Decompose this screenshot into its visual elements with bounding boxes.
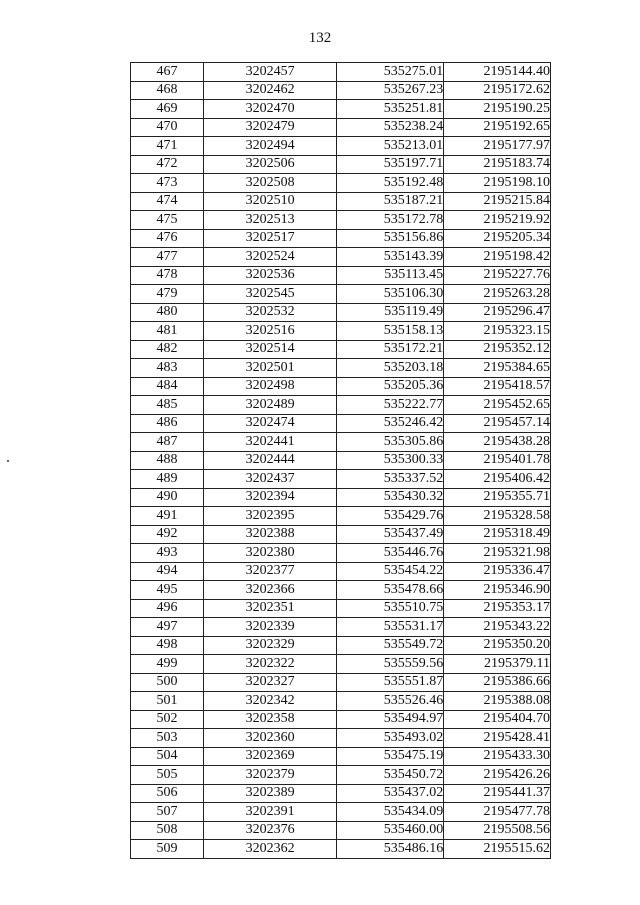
x-coordinate-cell: 535551.87: [337, 673, 444, 692]
point-number-cell: 501: [131, 692, 204, 711]
y-coordinate-cell: 2195198.42: [444, 248, 551, 267]
point-id-cell: 3202342: [203, 692, 336, 711]
x-coordinate-cell: 535251.81: [337, 100, 444, 119]
table-row: [131, 581, 551, 600]
y-coordinate-cell: 2195321.98: [444, 544, 551, 563]
point-number-cell: 468: [131, 81, 204, 100]
x-coordinate-cell: 535305.86: [337, 433, 444, 452]
x-coordinate-cell: 535158.13: [337, 322, 444, 341]
table-row: [131, 285, 551, 304]
point-number-cell: 482: [131, 340, 204, 359]
point-id-cell: 3202369: [203, 747, 336, 766]
y-coordinate-cell: 2195177.97: [444, 137, 551, 156]
point-number-cell: 479: [131, 285, 204, 304]
point-id-cell: 3202513: [203, 211, 336, 230]
point-id-cell: 3202532: [203, 303, 336, 322]
y-coordinate-cell: 2195508.56: [444, 821, 551, 840]
point-id-cell: 3202498: [203, 377, 336, 396]
y-coordinate-cell: 2195406.42: [444, 470, 551, 489]
point-id-cell: 3202362: [203, 840, 336, 859]
point-id-cell: 3202470: [203, 100, 336, 119]
point-number-cell: 504: [131, 747, 204, 766]
x-coordinate-cell: 535300.33: [337, 451, 444, 470]
x-coordinate-cell: 535213.01: [337, 137, 444, 156]
y-coordinate-cell: 2195227.76: [444, 266, 551, 285]
point-id-cell: 3202545: [203, 285, 336, 304]
point-id-cell: 3202489: [203, 396, 336, 415]
coordinates-table-body: [131, 63, 551, 859]
point-id-cell: 3202366: [203, 581, 336, 600]
y-coordinate-cell: 2195346.90: [444, 581, 551, 600]
x-coordinate-cell: 535267.23: [337, 81, 444, 100]
table-row: [131, 784, 551, 803]
table-row: [131, 266, 551, 285]
x-coordinate-cell: 535430.32: [337, 488, 444, 507]
point-number-cell: 486: [131, 414, 204, 433]
table-row: [131, 155, 551, 174]
point-number-cell: 495: [131, 581, 204, 600]
y-coordinate-cell: 2195263.28: [444, 285, 551, 304]
table-row: [131, 63, 551, 82]
point-id-cell: 3202441: [203, 433, 336, 452]
table-row: [131, 377, 551, 396]
x-coordinate-cell: 535238.24: [337, 118, 444, 137]
table-row: [131, 747, 551, 766]
point-id-cell: 3202508: [203, 174, 336, 193]
y-coordinate-cell: 2195457.14: [444, 414, 551, 433]
x-coordinate-cell: 535531.17: [337, 618, 444, 637]
table-row: [131, 137, 551, 156]
x-coordinate-cell: 535446.76: [337, 544, 444, 563]
coordinates-table: [130, 62, 551, 859]
table-row: [131, 692, 551, 711]
table-row: [131, 840, 551, 859]
x-coordinate-cell: 535429.76: [337, 507, 444, 526]
x-coordinate-cell: 535172.21: [337, 340, 444, 359]
x-coordinate-cell: 535454.22: [337, 562, 444, 581]
table-row: [131, 81, 551, 100]
point-id-cell: 3202322: [203, 655, 336, 674]
point-number-cell: 473: [131, 174, 204, 193]
y-coordinate-cell: 2195353.17: [444, 599, 551, 618]
point-id-cell: 3202395: [203, 507, 336, 526]
table-row: [131, 766, 551, 785]
y-coordinate-cell: 2195386.66: [444, 673, 551, 692]
point-number-cell: 491: [131, 507, 204, 526]
table-row: [131, 673, 551, 692]
table-row: [131, 710, 551, 729]
point-id-cell: 3202376: [203, 821, 336, 840]
x-coordinate-cell: 535437.49: [337, 525, 444, 544]
table-row: [131, 451, 551, 470]
y-coordinate-cell: 2195215.84: [444, 192, 551, 211]
table-row: [131, 618, 551, 637]
table-row: [131, 100, 551, 119]
point-number-cell: 484: [131, 377, 204, 396]
table-row: [131, 396, 551, 415]
y-coordinate-cell: 2195477.78: [444, 803, 551, 822]
table-row: [131, 562, 551, 581]
point-number-cell: 507: [131, 803, 204, 822]
page-number: 132: [308, 30, 332, 46]
table-row: [131, 229, 551, 248]
x-coordinate-cell: 535337.52: [337, 470, 444, 489]
x-coordinate-cell: 535494.97: [337, 710, 444, 729]
y-coordinate-cell: 2195388.08: [444, 692, 551, 711]
table-row: [131, 211, 551, 230]
y-coordinate-cell: 2195172.62: [444, 81, 551, 100]
point-id-cell: 3202474: [203, 414, 336, 433]
point-id-cell: 3202514: [203, 340, 336, 359]
table-row: [131, 322, 551, 341]
x-coordinate-cell: 535526.46: [337, 692, 444, 711]
y-coordinate-cell: 2195183.74: [444, 155, 551, 174]
point-id-cell: 3202516: [203, 322, 336, 341]
x-coordinate-cell: 535113.45: [337, 266, 444, 285]
point-id-cell: 3202329: [203, 636, 336, 655]
y-coordinate-cell: 2195404.70: [444, 710, 551, 729]
table-row: [131, 507, 551, 526]
y-coordinate-cell: 2195418.57: [444, 377, 551, 396]
table-row: [131, 248, 551, 267]
point-number-cell: 506: [131, 784, 204, 803]
table-row: [131, 803, 551, 822]
point-id-cell: 3202517: [203, 229, 336, 248]
scan-speck: [7, 460, 9, 462]
point-id-cell: 3202360: [203, 729, 336, 748]
x-coordinate-cell: 535106.30: [337, 285, 444, 304]
point-number-cell: 469: [131, 100, 204, 119]
y-coordinate-cell: 2195190.25: [444, 100, 551, 119]
y-coordinate-cell: 2195343.22: [444, 618, 551, 637]
x-coordinate-cell: 535222.77: [337, 396, 444, 415]
point-id-cell: 3202394: [203, 488, 336, 507]
x-coordinate-cell: 535549.72: [337, 636, 444, 655]
point-number-cell: 471: [131, 137, 204, 156]
point-number-cell: 503: [131, 729, 204, 748]
x-coordinate-cell: 535486.16: [337, 840, 444, 859]
y-coordinate-cell: 2195318.49: [444, 525, 551, 544]
point-number-cell: 480: [131, 303, 204, 322]
table-row: [131, 729, 551, 748]
point-number-cell: 476: [131, 229, 204, 248]
y-coordinate-cell: 2195328.58: [444, 507, 551, 526]
x-coordinate-cell: 535203.18: [337, 359, 444, 378]
point-number-cell: 505: [131, 766, 204, 785]
point-number-cell: 483: [131, 359, 204, 378]
point-id-cell: 3202479: [203, 118, 336, 137]
y-coordinate-cell: 2195336.47: [444, 562, 551, 581]
x-coordinate-cell: 535187.21: [337, 192, 444, 211]
y-coordinate-cell: 2195515.62: [444, 840, 551, 859]
point-id-cell: 3202510: [203, 192, 336, 211]
point-number-cell: 490: [131, 488, 204, 507]
x-coordinate-cell: 535172.78: [337, 211, 444, 230]
x-coordinate-cell: 535478.66: [337, 581, 444, 600]
table-row: [131, 599, 551, 618]
point-number-cell: 497: [131, 618, 204, 637]
table-row: [131, 470, 551, 489]
point-id-cell: 3202437: [203, 470, 336, 489]
x-coordinate-cell: 535437.02: [337, 784, 444, 803]
y-coordinate-cell: 2195205.34: [444, 229, 551, 248]
point-id-cell: 3202494: [203, 137, 336, 156]
table-row: [131, 303, 551, 322]
y-coordinate-cell: 2195401.78: [444, 451, 551, 470]
x-coordinate-cell: 535275.01: [337, 63, 444, 82]
y-coordinate-cell: 2195198.10: [444, 174, 551, 193]
table-row: [131, 174, 551, 193]
point-number-cell: 477: [131, 248, 204, 267]
point-number-cell: 487: [131, 433, 204, 452]
x-coordinate-cell: 535510.75: [337, 599, 444, 618]
x-coordinate-cell: 535460.00: [337, 821, 444, 840]
point-number-cell: 500: [131, 673, 204, 692]
x-coordinate-cell: 535197.71: [337, 155, 444, 174]
table-row: [131, 414, 551, 433]
point-id-cell: 3202327: [203, 673, 336, 692]
point-number-cell: 492: [131, 525, 204, 544]
point-id-cell: 3202351: [203, 599, 336, 618]
point-number-cell: 499: [131, 655, 204, 674]
point-number-cell: 509: [131, 840, 204, 859]
point-id-cell: 3202501: [203, 359, 336, 378]
point-id-cell: 3202389: [203, 784, 336, 803]
table-row: [131, 821, 551, 840]
point-id-cell: 3202339: [203, 618, 336, 637]
point-number-cell: 474: [131, 192, 204, 211]
y-coordinate-cell: 2195428.41: [444, 729, 551, 748]
point-id-cell: 3202462: [203, 81, 336, 100]
table-row: [131, 359, 551, 378]
table-row: [131, 488, 551, 507]
point-number-cell: 472: [131, 155, 204, 174]
point-number-cell: 508: [131, 821, 204, 840]
x-coordinate-cell: 535434.09: [337, 803, 444, 822]
table-row: [131, 433, 551, 452]
point-number-cell: 494: [131, 562, 204, 581]
y-coordinate-cell: 2195441.37: [444, 784, 551, 803]
y-coordinate-cell: 2195323.15: [444, 322, 551, 341]
point-number-cell: 481: [131, 322, 204, 341]
x-coordinate-cell: 535143.39: [337, 248, 444, 267]
point-number-cell: 485: [131, 396, 204, 415]
point-id-cell: 3202380: [203, 544, 336, 563]
y-coordinate-cell: 2195426.26: [444, 766, 551, 785]
point-number-cell: 475: [131, 211, 204, 230]
point-number-cell: 478: [131, 266, 204, 285]
point-number-cell: 489: [131, 470, 204, 489]
y-coordinate-cell: 2195452.65: [444, 396, 551, 415]
y-coordinate-cell: 2195384.65: [444, 359, 551, 378]
table-row: [131, 525, 551, 544]
point-id-cell: 3202377: [203, 562, 336, 581]
point-id-cell: 3202388: [203, 525, 336, 544]
x-coordinate-cell: 535559.56: [337, 655, 444, 674]
y-coordinate-cell: 2195192.65: [444, 118, 551, 137]
y-coordinate-cell: 2195350.20: [444, 636, 551, 655]
y-coordinate-cell: 2195433.30: [444, 747, 551, 766]
x-coordinate-cell: 535246.42: [337, 414, 444, 433]
point-id-cell: 3202457: [203, 63, 336, 82]
y-coordinate-cell: 2195379.11: [444, 655, 551, 674]
x-coordinate-cell: 535119.49: [337, 303, 444, 322]
y-coordinate-cell: 2195144.40: [444, 63, 551, 82]
point-id-cell: 3202444: [203, 451, 336, 470]
y-coordinate-cell: 2195296.47: [444, 303, 551, 322]
table-row: [131, 340, 551, 359]
point-number-cell: 488: [131, 451, 204, 470]
x-coordinate-cell: 535205.36: [337, 377, 444, 396]
point-id-cell: 3202536: [203, 266, 336, 285]
point-id-cell: 3202506: [203, 155, 336, 174]
x-coordinate-cell: 535493.02: [337, 729, 444, 748]
point-id-cell: 3202379: [203, 766, 336, 785]
point-number-cell: 502: [131, 710, 204, 729]
point-number-cell: 493: [131, 544, 204, 563]
y-coordinate-cell: 2195438.28: [444, 433, 551, 452]
y-coordinate-cell: 2195355.71: [444, 488, 551, 507]
table-row: [131, 192, 551, 211]
point-number-cell: 470: [131, 118, 204, 137]
table-row: [131, 544, 551, 563]
y-coordinate-cell: 2195352.12: [444, 340, 551, 359]
table-row: [131, 655, 551, 674]
point-number-cell: 467: [131, 63, 204, 82]
table-row: [131, 118, 551, 137]
point-number-cell: 496: [131, 599, 204, 618]
point-id-cell: 3202358: [203, 710, 336, 729]
point-id-cell: 3202524: [203, 248, 336, 267]
x-coordinate-cell: 535156.86: [337, 229, 444, 248]
y-coordinate-cell: 2195219.92: [444, 211, 551, 230]
point-id-cell: 3202391: [203, 803, 336, 822]
x-coordinate-cell: 535450.72: [337, 766, 444, 785]
point-number-cell: 498: [131, 636, 204, 655]
x-coordinate-cell: 535192.48: [337, 174, 444, 193]
table-row: [131, 636, 551, 655]
x-coordinate-cell: 535475.19: [337, 747, 444, 766]
